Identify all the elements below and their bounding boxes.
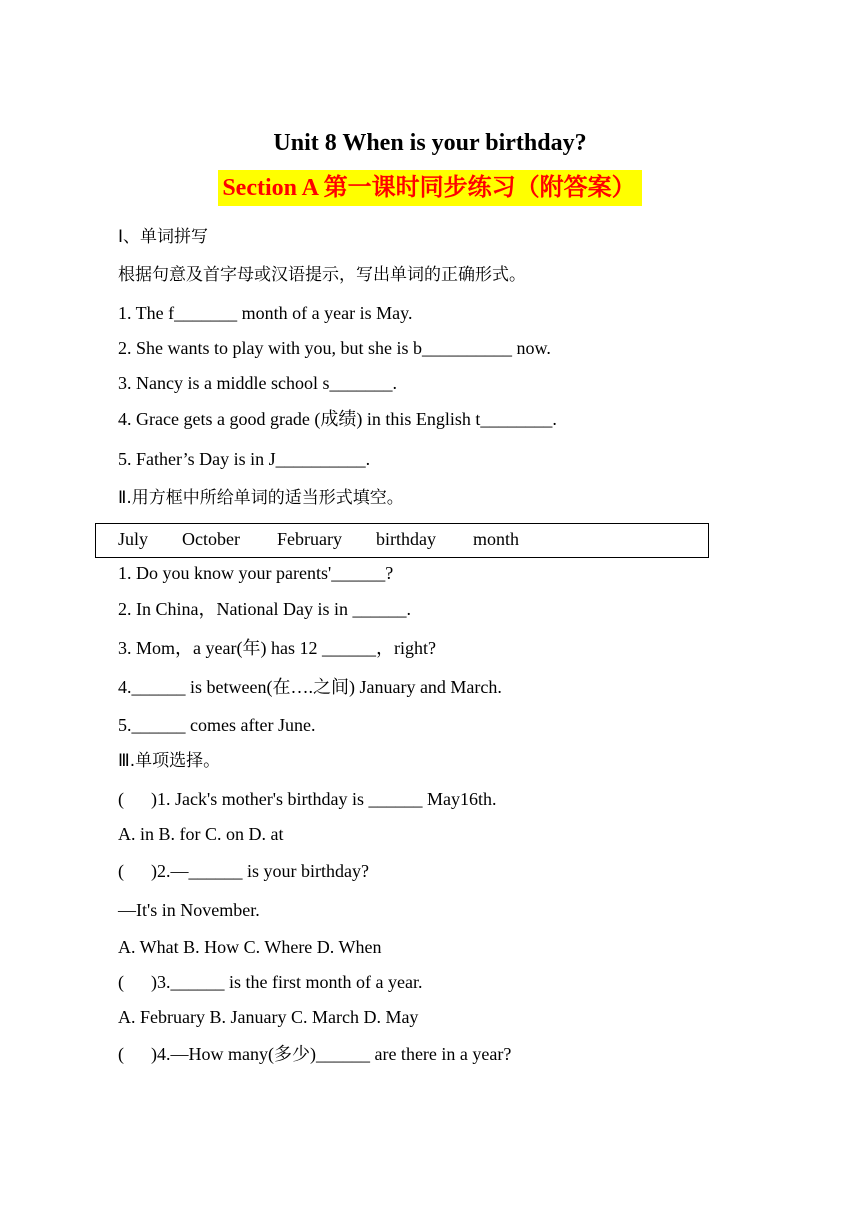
word-bank-word: month [473,529,520,549]
part3-question-1: ( )1. Jack's mother's birthday is ______ May16th. [118,789,497,809]
part3-dialogue-2: —It's in November. [118,900,260,920]
part1-item-1: 1. The f_______ month of a year is May. [118,303,413,323]
part1-item-2: 2. She wants to play with you, but she is b__________ now. [118,338,551,358]
part3-question-2: ( )2.—______ is your birthday? [118,861,369,881]
part2-item-5: 5.______ comes after June. [118,715,316,735]
part3-heading: Ⅲ.单项选择。 [118,751,221,771]
part1-instruction: 根据句意及首字母或汉语提示，写出单词的正确形式。 [118,265,526,285]
subtitle-row [0,170,860,206]
part3-question-4: ( )4.—How many(多少)______ are there in a year? [118,1044,512,1064]
page-title: Unit 8 When is your birthday? [273,130,587,156]
part1-item-3: 3. Nancy is a middle school s_______. [118,373,397,393]
word-bank-word: October [182,529,240,549]
part2-item-1: 1. Do you know your parents'______? [118,563,394,583]
part3-options-3: A. February B. January C. March D. May [118,1007,419,1027]
word-bank-word: birthday [376,529,436,549]
word-bank-word: February [277,529,342,549]
word-bank-word: July [118,529,149,549]
part1-item-4: 4. Grace gets a good grade (成绩) in this English t________. [118,409,557,429]
part1-heading: I、单词拼写 [118,227,209,247]
part3-options-1: A. in B. for C. on D. at [118,824,284,844]
part1-item-5: 5. Father’s Day is in J__________. [118,449,371,469]
part2-item-4: 4.______ is between(在….之间) January and March. [118,677,502,697]
part2-item-2: 2. In China，National Day is in ______. [118,599,411,619]
word-bank-box [95,523,709,558]
part3-options-2: A. What B. How C. Where D. When [118,937,382,957]
part3-question-3: ( )3.______ is the first month of a year. [118,972,423,992]
part2-heading: Ⅱ.用方框中所给单词的适当形式填空。 [118,488,404,508]
part2-item-3: 3. Mom，a year(年) has 12 ______，right? [118,638,436,658]
page-subtitle: Section A 第一课时同步练习（附答案） [218,170,641,206]
